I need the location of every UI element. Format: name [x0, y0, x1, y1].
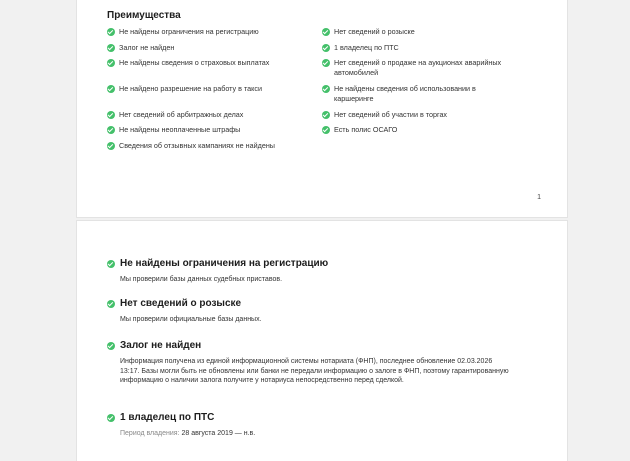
check-circle-icon: [322, 85, 330, 93]
section-body: Мы проверили базы данных судебных приставов.: [120, 276, 283, 283]
check-circle-icon: [107, 59, 115, 67]
check-circle-icon: [107, 260, 115, 268]
section-body: Мы проверили официальные базы данных.: [120, 316, 262, 323]
check-circle-icon: [322, 59, 330, 67]
advantage-item: Нет сведений об участии в торгах: [322, 110, 447, 120]
check-circle-icon: [107, 44, 115, 52]
advantage-item: Не найдены ограничения на регистрацию: [107, 27, 259, 37]
section-owners: [107, 412, 527, 439]
advantage-item: Не найдено разрешение на работу в такси: [107, 84, 262, 94]
check-circle-icon: [107, 28, 115, 36]
ownership-period-label: Период владения:: [120, 430, 180, 437]
advantage-item: Не найдены неоплаченные штрафы: [107, 125, 240, 135]
check-circle-icon: [107, 342, 115, 350]
check-circle-icon: [322, 126, 330, 134]
ownership-period-value: 28 августа 2019 — н.в.: [181, 430, 256, 437]
check-circle-icon: [107, 142, 115, 150]
report-page-2: [77, 221, 567, 461]
check-circle-icon: [322, 44, 330, 52]
section-title: Не найдены ограничения на регистрацию: [107, 258, 527, 270]
section-title: Залог не найден: [107, 340, 512, 352]
section-title: 1 владелец по ПТС: [107, 412, 527, 424]
check-circle-icon: [322, 111, 330, 119]
advantage-item: Нет сведений о розыске: [322, 27, 415, 37]
check-circle-icon: [107, 111, 115, 119]
advantages-title: Преимущества: [107, 10, 181, 21]
section-pledge: [107, 340, 512, 386]
section-body: Информация получена из единой информационной системы нотариата (ФНП), последнее обновление 02.03.2026 13:17. Базы могли быть не обновлены или банки не передали информацию о залоге в ФНП, поэтому гарантированную информацию о наличии залога получите у нотариуса непосредственно перед сделкой.: [120, 358, 509, 384]
check-circle-icon: [107, 300, 115, 308]
section-registration: [107, 258, 527, 285]
section-wanted: [107, 298, 527, 325]
check-circle-icon: [322, 28, 330, 36]
check-circle-icon: [107, 126, 115, 134]
page-number: 1: [537, 194, 541, 201]
advantage-item: Нет сведений об арбитражных делах: [107, 110, 243, 120]
ownership-period: [107, 429, 527, 439]
advantage-item: Не найдены сведения об использовании в каршеринге: [322, 84, 509, 104]
advantage-item: 1 владелец по ПТС: [322, 43, 399, 53]
advantage-item: Есть полис ОСАГО: [322, 125, 397, 135]
check-circle-icon: [107, 414, 115, 422]
advantage-item: Сведения об отзывных кампаниях не найдены: [107, 141, 275, 151]
advantage-item: Нет сведений о продаже на аукционах аварийных автомобилей: [322, 58, 534, 78]
check-circle-icon: [107, 85, 115, 93]
advantage-item: Не найдены сведения о страховых выплатах: [107, 58, 269, 68]
section-title: Нет сведений о розыске: [107, 298, 527, 310]
report-page-1: [77, 0, 567, 217]
advantage-item: Залог не найден: [107, 43, 174, 53]
